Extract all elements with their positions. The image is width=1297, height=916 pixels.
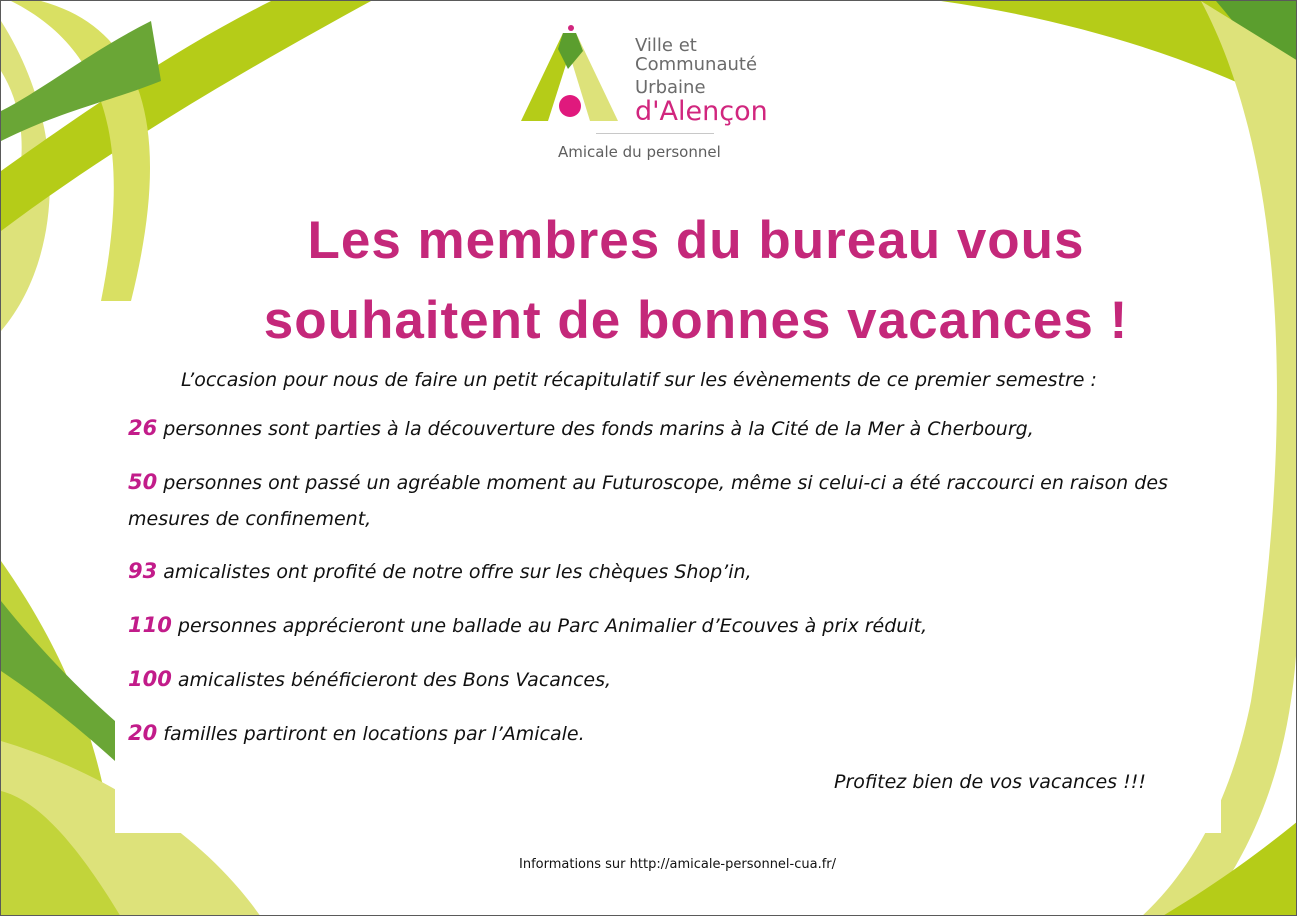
item-number: 26 [128,416,158,440]
item-number: 50 [128,470,158,494]
headline [151,201,1241,361]
headline-line2: souhaitent de bonnes vacances ! [263,291,1129,350]
logo-divider [596,133,714,134]
footer-info: Informations sur http://amicale-personnel-cua.fr/ [519,857,837,872]
item-text: personnes apprécieront une ballade au Parc Animalier d’Ecouves à prix réduit, [171,615,928,637]
item-number: 20 [128,721,158,745]
logo-text-line3: Urbaine [635,77,706,98]
logo-block [518,21,788,171]
logo-text-line2: Communauté [635,54,758,75]
logo-subtitle: Amicale du personnel [558,143,721,161]
headline-line1: Les membres du bureau vous [307,211,1085,270]
closing-text: Profitez bien de vos vacances !!! [834,771,1146,793]
intro-text: L’occasion pour nous de faire un petit récapitulatif sur les évènements de ce premier semestre : [181,369,1097,391]
list-item [128,715,1208,752]
item-text: amicalistes bénéficieront des Bons Vacances, [171,669,612,691]
item-text: personnes sont parties à la découverture des fonds marins à la Cité de la Mer à Cherbourg, [157,418,1034,440]
list-item [128,464,1208,537]
item-text: familles partiront en locations par l’Amicale. [157,723,585,745]
triangle-a-logo-icon [518,21,628,131]
list-item [128,661,1208,698]
list-item [128,410,1208,447]
list-item [128,607,1208,644]
item-text: amicalistes ont profité de notre offre sur les chèques Shop’in, [157,561,752,583]
item-number: 110 [128,613,172,637]
item-number: 93 [128,559,158,583]
list-item [128,553,1208,590]
item-number: 100 [128,667,172,691]
logo-text-alencon: d'Alençon [635,96,768,127]
logo-text-line1: Ville et [635,35,697,56]
item-text: personnes ont passé un agréable moment au Futuroscope, même si celui-ci a été raccourci en raison des mesures de confinement, [128,472,1168,530]
